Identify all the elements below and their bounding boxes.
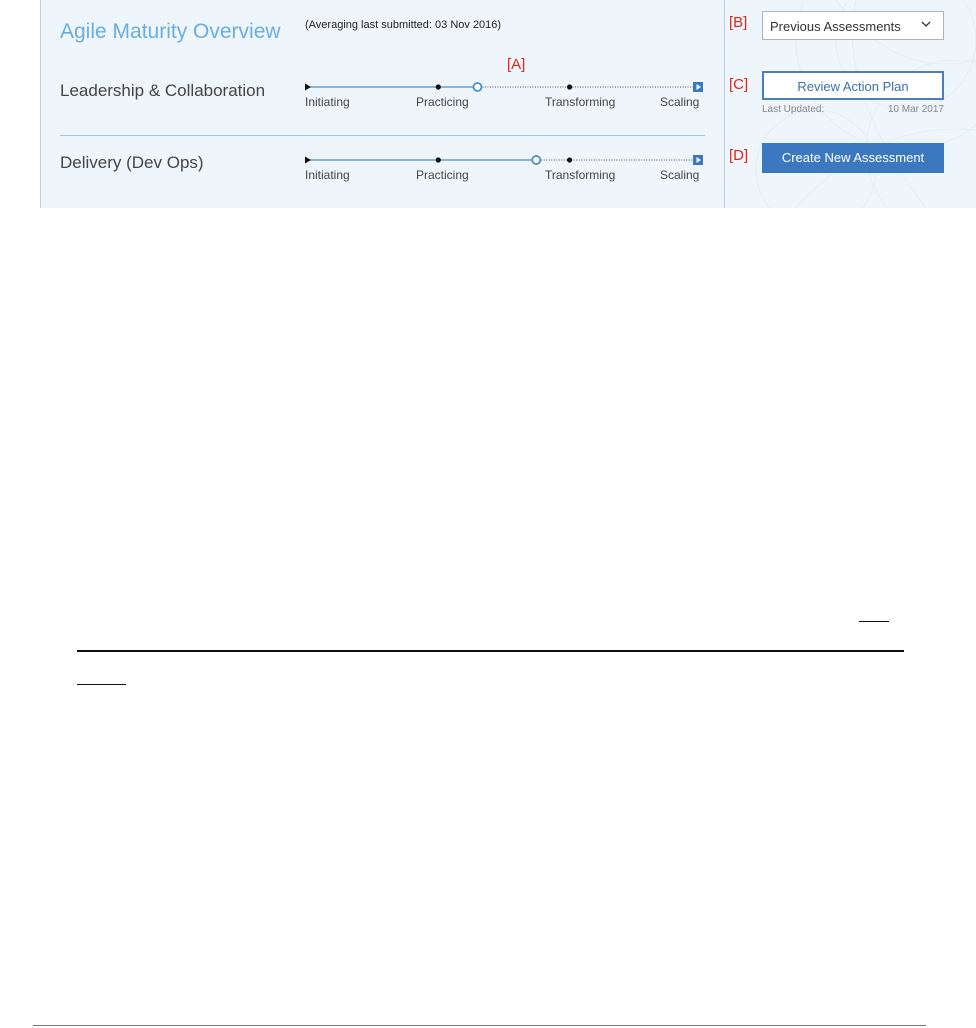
stage-label-practicing: Practicing [416, 168, 469, 182]
last-updated-value: 10 Mar 2017 [887, 104, 944, 115]
document-footer-rule [33, 1025, 926, 1026]
stage-label-scaling: Scaling [660, 95, 700, 109]
stage-label-transforming: Transforming [545, 168, 616, 182]
last-updated-label: Last Updated: [762, 104, 825, 115]
current-level-marker-icon [532, 156, 540, 164]
row-divider [60, 135, 705, 136]
annotation-c: [C] [729, 76, 749, 93]
stage-label-transforming: Transforming [545, 95, 616, 109]
row-label-delivery: Delivery (Dev Ops) [60, 153, 204, 172]
document-rule [859, 621, 889, 622]
previous-assessments-label: Previous Assessments [770, 19, 901, 34]
annotation-a: [A] [507, 56, 526, 73]
previous-assessments-dropdown[interactable] [762, 11, 944, 40]
start-arrow-icon [305, 157, 311, 164]
maturity-track-leadership [305, 82, 705, 122]
stage-label-practicing: Practicing [416, 95, 469, 109]
document-rule [77, 684, 126, 685]
start-arrow-icon [305, 84, 311, 91]
stage-marker [436, 84, 441, 89]
stage-marker [436, 157, 441, 162]
track-graphic [305, 82, 705, 96]
stage-label-initiating: Initiating [305, 95, 350, 109]
current-level-marker-icon [473, 83, 481, 91]
row-label-leadership: Leadership & Collaboration [60, 81, 266, 100]
maturity-track-delivery [305, 155, 705, 195]
create-new-assessment-button[interactable]: Create New Assessment [762, 143, 944, 173]
overview-section [40, 0, 724, 208]
document-rule [77, 650, 904, 652]
stage-marker [567, 84, 572, 89]
annotation-b: [B] [729, 14, 748, 31]
stage-label-initiating: Initiating [305, 168, 350, 182]
chevron-down-icon [921, 19, 931, 29]
overview-title: Agile Maturity Overview [60, 20, 281, 43]
annotation-d: [D] [729, 147, 749, 164]
review-action-plan-button[interactable]: Review Action Plan [762, 71, 944, 100]
stage-marker [567, 157, 572, 162]
stage-label-scaling: Scaling [660, 168, 700, 182]
overview-subtitle: (Averaging last submitted: 03 Nov 2016) [305, 19, 502, 31]
track-graphic [305, 155, 705, 169]
